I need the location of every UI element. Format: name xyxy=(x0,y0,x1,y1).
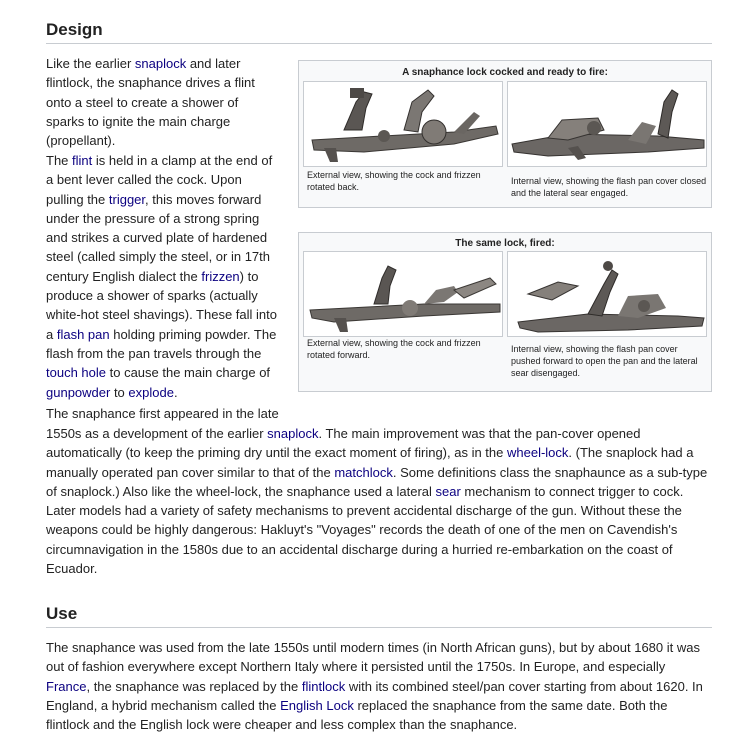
design-heading: Design xyxy=(46,20,103,39)
text-run: and later flintlock, the snaphance drives a flint onto a steel to create a shower of sparks to ignite the main charge (propellant). xyxy=(46,56,255,149)
link-english-lock[interactable]: English Lock xyxy=(280,697,354,713)
text-run: ) to produce a shower of sparks (actually white-hot steel shavings). These fall into a xyxy=(46,268,277,342)
text-run: is held in a clamp at the end of a bent lever called the cock. Upon pulling the xyxy=(46,153,273,207)
link-frizzen[interactable]: frizzen xyxy=(201,268,240,284)
lock-external-fired-image[interactable] xyxy=(303,251,503,337)
link-snaplock-2[interactable]: snaplock xyxy=(267,426,319,441)
text-run: The snaphance was used from the late 1550s until modern times (in North African guns), but by about 1680 it was out of fashion everywhere except Northern Italy where it persisted until the 1750s. In Europe, and especially xyxy=(46,640,700,675)
lock-internal-cocked-image[interactable] xyxy=(507,81,707,167)
link-gunpowder[interactable]: gunpowder xyxy=(46,384,111,400)
figure-caption: The same lock, fired: xyxy=(455,238,555,249)
link-flash-pan[interactable]: flash pan xyxy=(56,326,110,342)
figure-image-caption: External view, showing the cock and frizzen rotated back. xyxy=(307,170,481,192)
text-run: . xyxy=(173,384,178,400)
link-wheel-lock[interactable]: wheel-lock xyxy=(507,445,569,461)
text-run: to xyxy=(110,384,129,400)
design-paragraph-1 xyxy=(46,54,278,150)
link-explode[interactable]: explode xyxy=(128,384,174,400)
lock-external-cocked-image[interactable] xyxy=(303,81,503,167)
text-run: . The main improvement was that the pan-cover opened automatically (to keep the priming dry until the exact moment of firing), as in the xyxy=(46,426,641,461)
design-paragraph-3-first-line: The snaphance first appeared in the late xyxy=(46,406,279,421)
lock-internal-fired-drawing xyxy=(508,252,707,337)
figure-cocked xyxy=(298,60,712,208)
figure-fired xyxy=(298,232,712,392)
text-run: Like the earlier xyxy=(46,56,135,71)
link-touch-hole[interactable]: touch hole xyxy=(46,365,106,381)
link-snaplock[interactable]: snaplock xyxy=(134,56,187,71)
design-paragraph-2 xyxy=(46,151,278,402)
link-sear[interactable]: sear xyxy=(435,483,461,499)
design-heading-rule xyxy=(46,43,712,44)
text-run: , the snaphance was replaced by the xyxy=(86,678,302,694)
link-flint[interactable]: flint xyxy=(72,153,93,168)
text-run: holding priming powder. The flash from the pan travels through the xyxy=(46,326,277,361)
text-run: . (The snaplock had a manually operated pan cover similar to that of the xyxy=(46,445,694,480)
link-flintlock[interactable]: flintlock xyxy=(301,678,346,694)
lock-internal-cocked-drawing xyxy=(508,82,707,167)
figure-caption: A snaphance lock cocked and ready to fire: xyxy=(402,67,608,78)
text-run: . Some definitions class the snaphaunce as a sub-type of snaplock.) Also like the wheel-lock, the snaphance used a lateral xyxy=(46,464,708,499)
use-paragraph xyxy=(46,638,712,734)
link-trigger[interactable]: trigger xyxy=(108,191,146,207)
figure-image-caption: External view, showing the cock and frizzen rotated forward. xyxy=(307,338,481,360)
lock-external-cocked-drawing xyxy=(304,82,503,167)
text-run: The xyxy=(46,153,73,168)
figure-image-caption: Internal view, showing the flash pan cover closed and the lateral sear engaged. xyxy=(511,176,707,198)
figure-image-caption: Internal view, showing the flash pan cover pushed forward to open the pan and the lateral sear disengaged. xyxy=(511,344,698,378)
lock-internal-fired-image[interactable] xyxy=(507,251,707,337)
link-france[interactable]: France xyxy=(46,678,87,694)
text-run: replaced the snaphance from the same date. Both the flintlock and the English lock were cheaper and less complex than the snaphance. xyxy=(46,697,668,733)
text-run: 1550s as a development of the earlier xyxy=(46,426,268,441)
use-heading-rule xyxy=(46,627,712,628)
text-run: , this moves forward under the pressure of a strong spring and strikes a curved plate of hardened steel (called simply the steel, or in 17th century English dialect the xyxy=(46,191,270,284)
text-run: to cause the main charge of xyxy=(106,365,271,381)
text-run: mechanism to connect trigger to cock. Later models had a variety of safety mechanisms to prevent accidental discharge of the gun. Without these the weapons could be highly dangerous: Hakluyt's "Voyages" records the death of one of the men on Cavendish's circumnavigation in the 1580s due to an accidental discharge during a hurried re-embarkation on the coast of Ecuador. xyxy=(46,483,684,577)
link-matchlock[interactable]: matchlock xyxy=(334,464,393,480)
design-paragraph-3 xyxy=(46,424,712,578)
use-heading: Use xyxy=(46,604,78,623)
lock-external-fired-drawing xyxy=(304,252,503,337)
text-run: with its combined steel/pan cover starting from about 1620. In England, a hybrid mechanism called the xyxy=(46,678,703,713)
